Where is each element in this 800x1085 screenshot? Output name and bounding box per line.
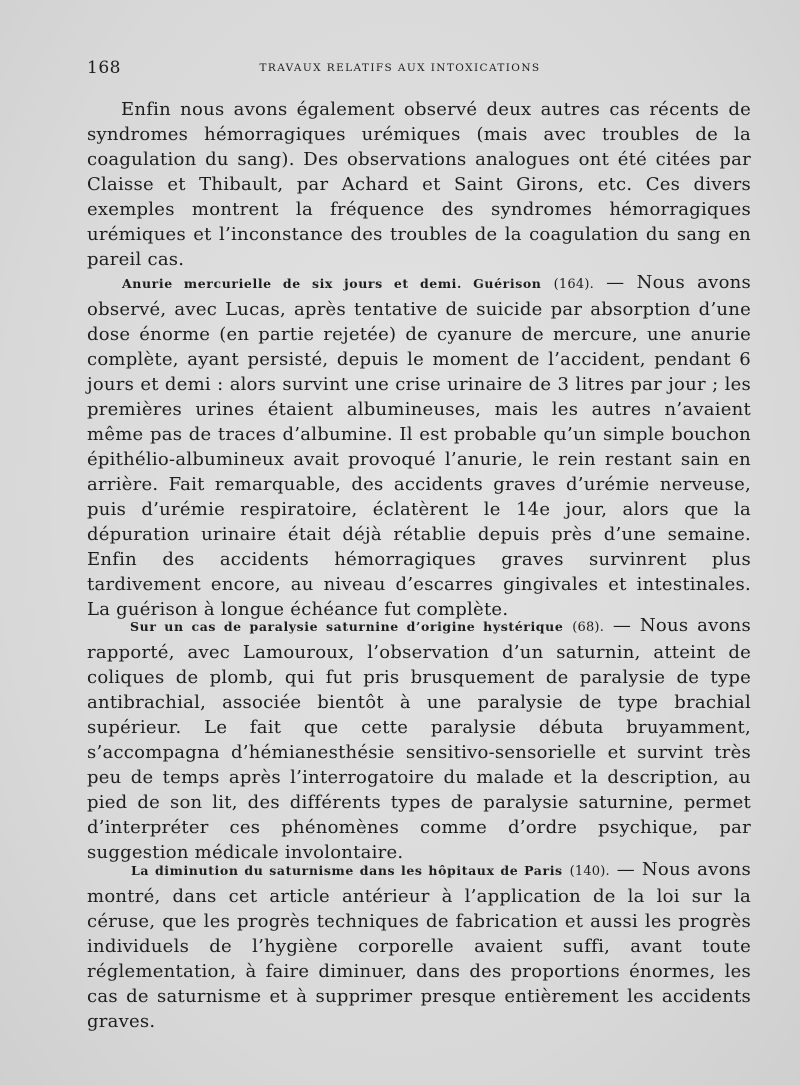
paragraph-text: Enfin nous avons également observé deux autres cas récents de syndromes hémorragiques urémiques (mais avec troubles de la coagulation du sang). Des observations analogues ont été citées par Claisse et Thibault, par Achard et Saint Girons, etc. Ces divers exemples montrent la fréquence des syndromes hémorragiques urémiques et l’inconstance des troubles de la coagulation du sang en pareil cas. [87, 99, 751, 270]
section-heading: Anurie mercurielle de six jours et demi. Guérison [122, 276, 542, 291]
paragraph-uremic-syndromes [87, 97, 751, 272]
reference-number: (68). [572, 620, 605, 635]
running-title: TRAVAUX RELATIFS AUX INTOXICATIONS [259, 62, 541, 74]
paragraph-text: — Nous avons observé, avec Lucas, après tentative de suicide par absorption d’une dose énorme (en partie rejetée) de cyanure de mercure, une anurie complète, ayant persisté, depuis le moment de l’accident, pendant 6 jours et demi : alors survint une crise urinaire de 3 litres par jour ; les premières urines étaient albumineuses, mais les autres n’avaient même pas de traces d’albumine. Il est probable qu’un simple bouchon épithélio-albumineux avait provoqué l’anurie, le rein restant sain en arrière. Fait remarquable, des accidents graves d’urémie nerveuse, puis d’urémie respiratoire, éclatèrent le 14e jour, alors que la dépuration urinaire était déjà rétablie depuis près d’une semaine. Enfin des accidents hémorragiques graves survinrent plus tardivement encore, au niveau d’escarres gingivales et intestinales. La guérison à longue échéance fut complète. [87, 272, 751, 620]
paragraph-text: — Nous avons montré, dans cet article antérieur à l’application de la loi sur la céruse, que les progrès techniques de fabrication et aussi les progrès individuels de l’hygiène corporelle avaient suffi, avant toute réglementation, à faire diminuer, dans des proportions énormes, les cas de saturnisme et à supprimer presque entièrement les accidents graves. [87, 859, 751, 1032]
page-number: 168 [87, 58, 121, 78]
section-heading: La diminution du saturnisme dans les hôpitaux de Paris [131, 863, 563, 878]
reference-number: (140). [569, 864, 610, 879]
paragraph-mercurial-anuria [87, 270, 751, 622]
paragraph-saturnism-decline [87, 857, 751, 1034]
section-heading: Sur un cas de paralysie saturnine d’origine hystérique [130, 619, 564, 634]
paragraph-text: — Nous avons rapporté, avec Lamouroux, l’observation d’un saturnin, atteint de coliques de plomb, qui fut pris brusquement de paralysie de type antibrachial, associée bientôt à une paralysie de type brachial supérieur. Le fait que cette paralysie débuta bruyamment, s’accompagna d’hémianesthésie sensitivo-sensorielle et survint très peu de temps après l’interrogatoire du malade et la description, au pied de son lit, des différents types de paralysie saturnine, permet d’interpréter ces phénomènes comme d’ordre psychique, par suggestion médicale involontaire. [87, 615, 751, 863]
paragraph-saturnine-paralysis [87, 613, 751, 865]
reference-number: (164). [553, 277, 594, 292]
